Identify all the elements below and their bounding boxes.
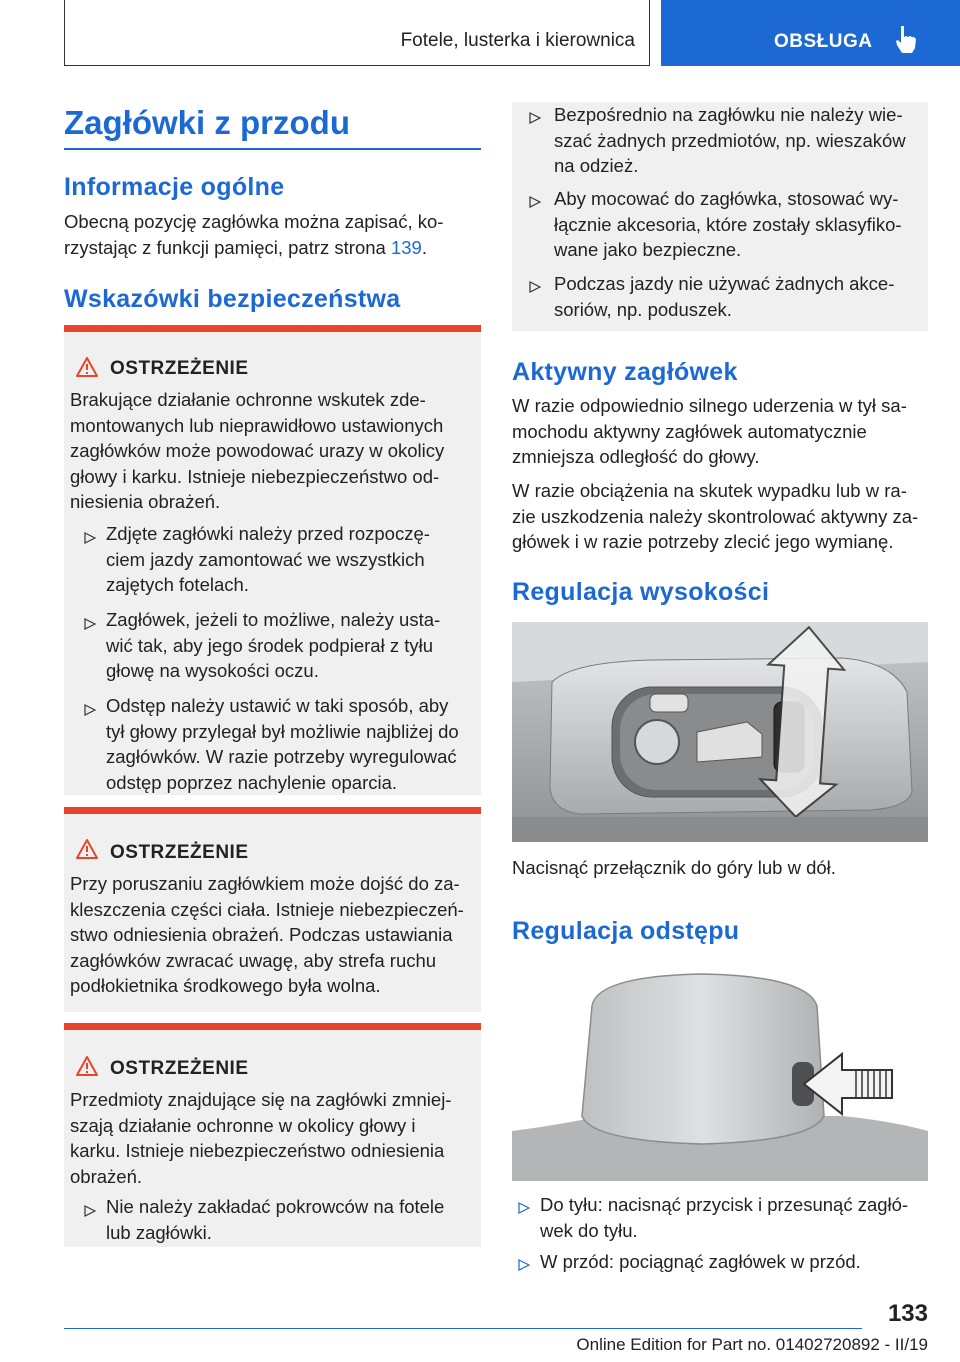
warning-text: Brakujące działanie ochronne wskutek zde- montowanych lub nieprawidłowo ustawionych zagłówków może powodować urazy w okolicy głowy i karku. Istnieje niebezpieczeństwo od- niesienia obrażeń. [70, 389, 445, 512]
list-item: W przód: pociągnąć zagłówek w przód. [540, 1251, 861, 1272]
tab-label: OBSŁUGA [774, 31, 873, 52]
warning-triangle-icon [76, 839, 98, 859]
page-number: 133 [887, 1300, 928, 1327]
warning-text: Przedmioty znajdujące się na zagłówki zmniej- szają działanie ochronne w okolicy głowy i karku. Istnieje niebezpieczeństwo odniesienia obrażeń. [70, 1089, 452, 1187]
headrest-image [512, 966, 928, 1181]
bullet-triangle-icon [84, 704, 96, 716]
general-text: Obecną pozycję zagłówka można zapisać, ko- rzystając z funkcji pamięci, patrz strona 139. [64, 211, 444, 258]
bullet-triangle-icon [518, 1259, 530, 1271]
warning-title: OSTRZEŻENIE [110, 842, 249, 863]
bullet-triangle-icon [529, 112, 541, 124]
page-link[interactable]: 139 [390, 236, 422, 258]
list-item: Do tyłu: nacisnąć przycisk i przesunąć zagłó- wek do tyłu. [540, 1194, 909, 1241]
distance-heading: Regulacja odstępu [512, 917, 740, 945]
warning-triangle-icon [76, 357, 98, 377]
page-title: Zagłówki z przodu [64, 104, 350, 141]
list-item: Podczas jazdy nie używać żadnych akce- soriów, np. poduszek. [554, 273, 895, 320]
list-item: Nie należy zakładać pokrowców na fotele lub zagłówki. [106, 1196, 445, 1243]
warning-continuation [512, 102, 928, 331]
height-caption: Nacisnąć przełącznik do góry lub w dół. [512, 857, 836, 878]
list-item: Zagłówek, jeżeli to możliwe, należy usta- wić tak, aby jego środek podpierał z tyłu głowę na wysokości oczu. [106, 609, 441, 681]
seat-switch-image [512, 622, 928, 842]
hand-pointer-icon [893, 24, 919, 54]
active-text-2: W razie obciążenia na skutek wypadku lub w ra- zie uszkodzenia należy skontrolować aktywny za- główek i w razie potrzeby zlecić jego wymianę. [512, 480, 919, 552]
footer-rule [64, 1328, 862, 1329]
warning-box-2 [64, 807, 481, 1012]
section-title: Fotele, lusterka i kierownica [400, 30, 635, 51]
bullet-triangle-icon [529, 281, 541, 293]
general-heading: Informacje ogólne [64, 173, 285, 201]
bullet-triangle-icon [518, 1202, 530, 1214]
warning-triangle-icon [76, 1056, 98, 1076]
list-item: Zdjęte zagłówki należy przed rozpoczę- ciem jazdy zamontować we wszystkich zajętych fotelach. [106, 523, 430, 595]
bullet-triangle-icon [84, 1205, 96, 1217]
header-frame [64, 0, 650, 66]
warning-text: Przy poruszaniu zagłówkiem może dojść do za- kleszczenia części ciała. Istnieje niebezpieczeń- stwo odniesienia obrażeń. Podczas ustawiania zagłówków zwracać uwagę, aby strefa ruchu podłokietnika środkowego była wolna. [70, 873, 464, 996]
tab-obsluga[interactable] [661, 0, 960, 66]
warning-title: OSTRZEŻENIE [110, 1058, 249, 1079]
edition-line: Online Edition for Part no. 01402720892 - II/19 [576, 1335, 928, 1354]
list-item: Odstęp należy ustawić w taki sposób, aby tył głowy przylegał był możliwie najbliżej do zagłówków. W razie potrzeby wyregulować odstęp poprzez nachylenie oparcia. [106, 695, 459, 793]
warning-title: OSTRZEŻENIE [110, 358, 249, 379]
bullet-triangle-icon [529, 196, 541, 208]
active-text-1: W razie odpowiednio silnego uderzenia w tył sa- mochodu aktywny zagłówek automatycznie zmniejsza odległość do głowy. [512, 395, 907, 467]
safety-heading: Wskazówki bezpieczeństwa [64, 285, 401, 313]
bullet-triangle-icon [84, 532, 96, 544]
title-rule [64, 148, 481, 150]
warning-box-1 [64, 325, 481, 795]
list-item: Bezpośrednio na zagłówku nie należy wie- szać żadnych przedmiotów, np. wieszaków na odzież. [554, 104, 906, 176]
active-heading: Aktywny zagłówek [512, 358, 738, 386]
list-item: Aby mocować do zagłówka, stosować wy- łącznie akcesoria, które zostały sklasyfiko- wane jako bezpieczne. [554, 188, 902, 260]
height-heading: Regulacja wysokości [512, 578, 770, 606]
warning-box-3 [64, 1023, 481, 1247]
bullet-triangle-icon [84, 618, 96, 630]
